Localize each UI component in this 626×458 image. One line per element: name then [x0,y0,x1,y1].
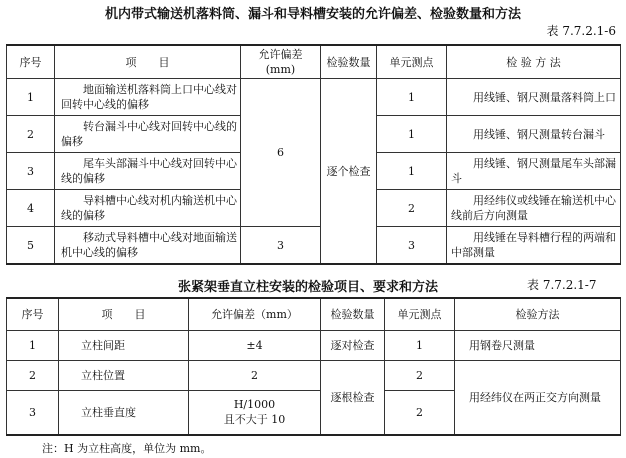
row-points: 2 [385,391,455,435]
row-item: 转台漏斗中心线对回转中心线的偏移 [55,116,241,153]
table-row [7,361,621,391]
row-item: 地面输送机落料筒上口中心线对回转中心线的偏移 [55,79,241,116]
header-points: 单元测点 [385,298,455,331]
row-no: 3 [7,391,59,435]
row-points: 2 [377,190,447,227]
row-tolerance [189,391,321,435]
row-no: 4 [7,190,55,227]
row-points: 1 [377,153,447,190]
table-header-row [7,45,621,79]
table-header-row [7,298,621,331]
table2-title: 张紧架垂直立柱安装的检验项目、要求和方法 [178,280,439,295]
row-item: 导料槽中心线对机内输送机中心线的偏移 [55,190,241,227]
header-quantity: 检验数量 [321,298,385,331]
row-item: 移动式导料槽中心线对地面输送机中心线的偏移 [55,227,241,265]
header-no: 序号 [7,45,55,79]
header-points: 单元测点 [377,45,447,79]
row-method: 用钢卷尺测量 [455,331,621,361]
row-item: 立柱间距 [59,331,189,361]
row-points: 3 [377,227,447,265]
row-item: 立柱垂直度 [59,391,189,435]
table1-number: 表 7.7.2.1-6 [546,24,616,38]
tolerance-line2: 且不大于 10 [223,413,286,427]
tolerance-table-1 [6,44,621,265]
table-row [7,331,621,361]
row-no: 5 [7,227,55,265]
row-tolerance: ±4 [189,331,321,361]
table1-title: 机内带式输送机落料筒、漏斗和导料槽安装的允许偏差、检验数量和方法 [104,7,521,22]
row-points: 1 [377,116,447,153]
row-quantity: 逐对检查 [321,331,385,361]
row-no: 3 [7,153,55,190]
row-item: 立柱位置 [59,361,189,391]
tolerance-line1: H/1000 [233,398,276,412]
header-quantity: 检验数量 [321,45,377,79]
row-no: 1 [7,331,59,361]
table2-number: 表 7.7.2.1-7 [527,278,597,292]
tolerance-row5: 3 [241,227,321,265]
table-note: 注：H 为立柱高度，单位为 mm。 [42,442,212,455]
quantity-merged: 逐个检查 [321,79,377,265]
header-item: 项 目 [59,298,189,331]
row-method: 用线锤在导料槽行程的两端和中部测量 [447,227,621,265]
row-no: 2 [7,116,55,153]
table-row [7,227,621,265]
header-no: 序号 [7,298,59,331]
row-tolerance: 2 [189,361,321,391]
row-no: 1 [7,79,55,116]
row-points: 2 [385,361,455,391]
row-points: 1 [377,79,447,116]
header-method: 检验方法 [455,298,621,331]
table-row [7,79,621,116]
method-merged: 用经纬仪在两正交方向测量 [455,361,621,435]
row-method: 用线锤、钢尺测量尾车头部漏斗 [447,153,621,190]
quantity-merged: 逐根检查 [321,361,385,435]
row-item: 尾车头部漏斗中心线对回转中心线的偏移 [55,153,241,190]
row-method: 用经纬仪或线锤在输送机中心线前后方向测量 [447,190,621,227]
tolerance-merged: 6 [241,79,321,227]
tolerance-table-2 [6,297,621,436]
header-tolerance: 允许偏差（mm） [189,298,321,331]
row-method: 用线锤、钢尺测量落料筒上口 [447,79,621,116]
row-method: 用线锤、钢尺测量转台漏斗 [447,116,621,153]
row-no: 2 [7,361,59,391]
row-points: 1 [385,331,455,361]
header-method: 检 验 方 法 [447,45,621,79]
header-item: 项 目 [55,45,241,79]
header-tolerance: 允许偏差(mm) [241,45,321,79]
